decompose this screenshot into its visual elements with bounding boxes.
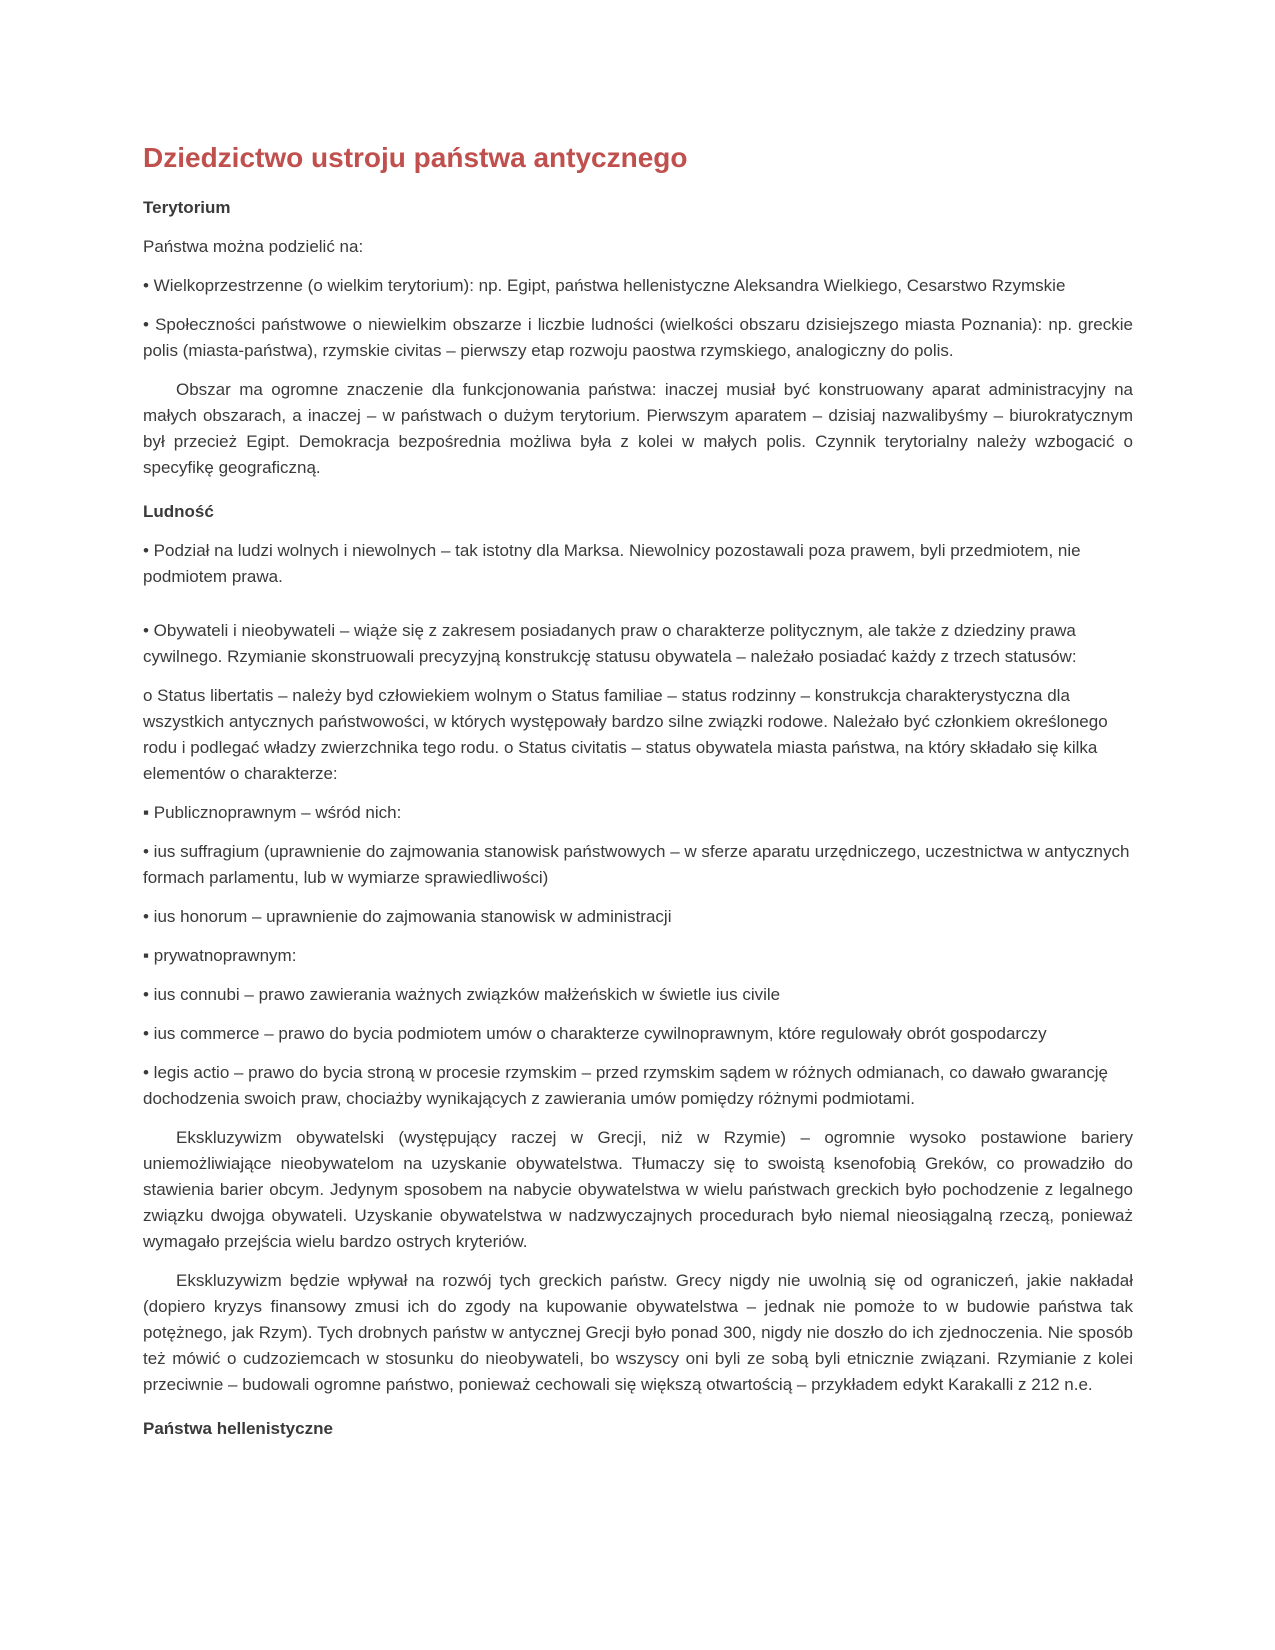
bullet-item-wielkoprzestrzenne: • Wielkoprzestrzenne (o wielkim terytorium): np. Egipt, państwa hellenistyczne Aleksandra Wielkiego, Cesarstwo Rzymskie [143,276,1066,295]
bullet-item-prywatnoprawnym: ▪ prywatnoprawnym: [143,946,297,965]
section-heading-hellenistyczne: Państwa hellenistyczne [143,1419,333,1438]
bullet-item-ius-suffragium: • ius suffragium (uprawnienie do zajmowania stanowisk państwowych – w sferze aparatu urzędniczego, uczestnictwa w antycznych formach parlamentu, lub w wymiarze sprawiedliwości) [143,842,1130,887]
bullet-item-ius-honorum: • ius honorum – uprawnienie do zajmowania stanowisk w administracji [143,907,672,926]
bullet-item-ius-connubi: • ius connubi – prawo zawierania ważnych związków małżeńskich w świetle ius civile [143,985,781,1004]
paragraph-intro: Państwa można podzielić na: [143,237,364,256]
bullet-item-legis-actio: • legis actio – prawo do bycia stroną w procesie rzymskim – przed rzymskim sądem w różnych odmianach, co dawało gwarancję dochodzenia swoich praw, chociażby wynikających z zawierania umów pomiędzy różnymi podmiotami. [143,1063,1108,1108]
bullet-item-podzial: • Podział na ludzi wolnych i niewolnych – tak istotny dla Marksa. Niewolnicy pozostawali poza prawem, byli przedmiotem, nie podmiotem prawa. [143,541,1081,586]
bullet-item-publicznoprawnym: ▪ Publicznoprawnym – wśród nich: [143,803,402,822]
section-heading-ludnosc: Ludność [143,502,214,521]
paragraph-statusy: o Status libertatis – należy byd człowiekiem wolnym o Status familiae – status rodzinny – konstrukcja charakterystyczna dla wszystkich antycznych państwowości, w których występowały bardzo silne związki rodowe. Należało być członkiem określonego rodu i podlegać władzy zwierzchnika tego rodu. o Status civitatis – status obywatela miasta państwa, na który składało się kilka elementów o charakterze: [143,686,1108,783]
document-title: Dziedzictwo ustroju państwa antycznego [143,142,688,173]
paragraph-ekskluzywizm-obywatelski: Ekskluzywizm obywatelski (występujący raczej w Grecji, niż w Rzymie) – ogromnie wysoko postawione bariery uniemożliwiające nieobywatelom na uzyskanie obywatelstwa. Tłumaczy się to swoistą ksenofobią Greków, co prowadziło do stawienia barier obcym. Jedynym sposobem na nabycie obywatelstwa w wielu państwach greckich było pochodzenie z legalnego związku dwojga obywateli. Uzyskanie obywatelstwa w nadzwyczajnych procedurach było niemal nieosiągalną rzeczą, ponieważ wymagało przejścia wielu bardzo ostrych kryteriów. [143,1128,1133,1251]
paragraph-obszar: Obszar ma ogromne znaczenie dla funkcjonowania państwa: inaczej musiał być konstruowany aparat administracyjny na małych obszarach, a inaczej – w państwach o dużym terytorium. Pierwszym aparatem – dzisiaj nazwalibyśmy – biurokratycznym był przecież Egipt. Demokracja bezpośrednia możliwa była z kolei w małych polis. Czynnik terytorialny należy wzbogacić o specyfikę geograficzną. [143,380,1133,477]
section-heading-terytorium: Terytorium [143,198,231,217]
paragraph-ekskluzywizm-rozwoj: Ekskluzywizm będzie wpływał na rozwój tych greckich państw. Grecy nigdy nie uwolnią się od ograniczeń, jakie nakładał (dopiero kryzys finansowy zmusi ich do zgody na kupowanie obywatelstwa – jednak nie pomoże to w budowie państwa tak potężnego, jak Rzym). Tych drobnych państw w antycznej Grecji było ponad 300, nigdy nie doszło do ich zjednoczenia. Nie sposób też mówić o cudzoziemcach w stosunku do nieobywateli, bo wszyscy oni byli ze sobą byli etnicznie związani. Rzymianie z kolei przeciwnie – budowali ogromne państwo, ponieważ cechowali się większą otwartością – przykładem edykt Karakalli z 212 n.e. [143,1271,1133,1394]
bullet-item-ius-commerce: • ius commerce – prawo do bycia podmiotem umów o charakterze cywilnoprawnym, które regulowały obrót gospodarczy [143,1024,1047,1043]
bullet-item-spolecznosci: • Społeczności państwowe o niewielkim obszarze i liczbie ludności (wielkości obszaru dzisiejszego miasta Poznania): np. greckie polis (miasta-państwa), rzymskie civitas – pierwszy etap rozwoju paostwa rzymskiego, analogiczny do polis. [143,315,1133,360]
bullet-item-obywatele: • Obywateli i nieobywateli – wiąże się z zakresem posiadanych praw o charakterze politycznym, ale także z dziedziny prawa cywilnego. Rzymianie skonstruowali precyzyjną konstrukcję statusu obywatela – należało posiadać każdy z trzech statusów: [143,621,1077,666]
